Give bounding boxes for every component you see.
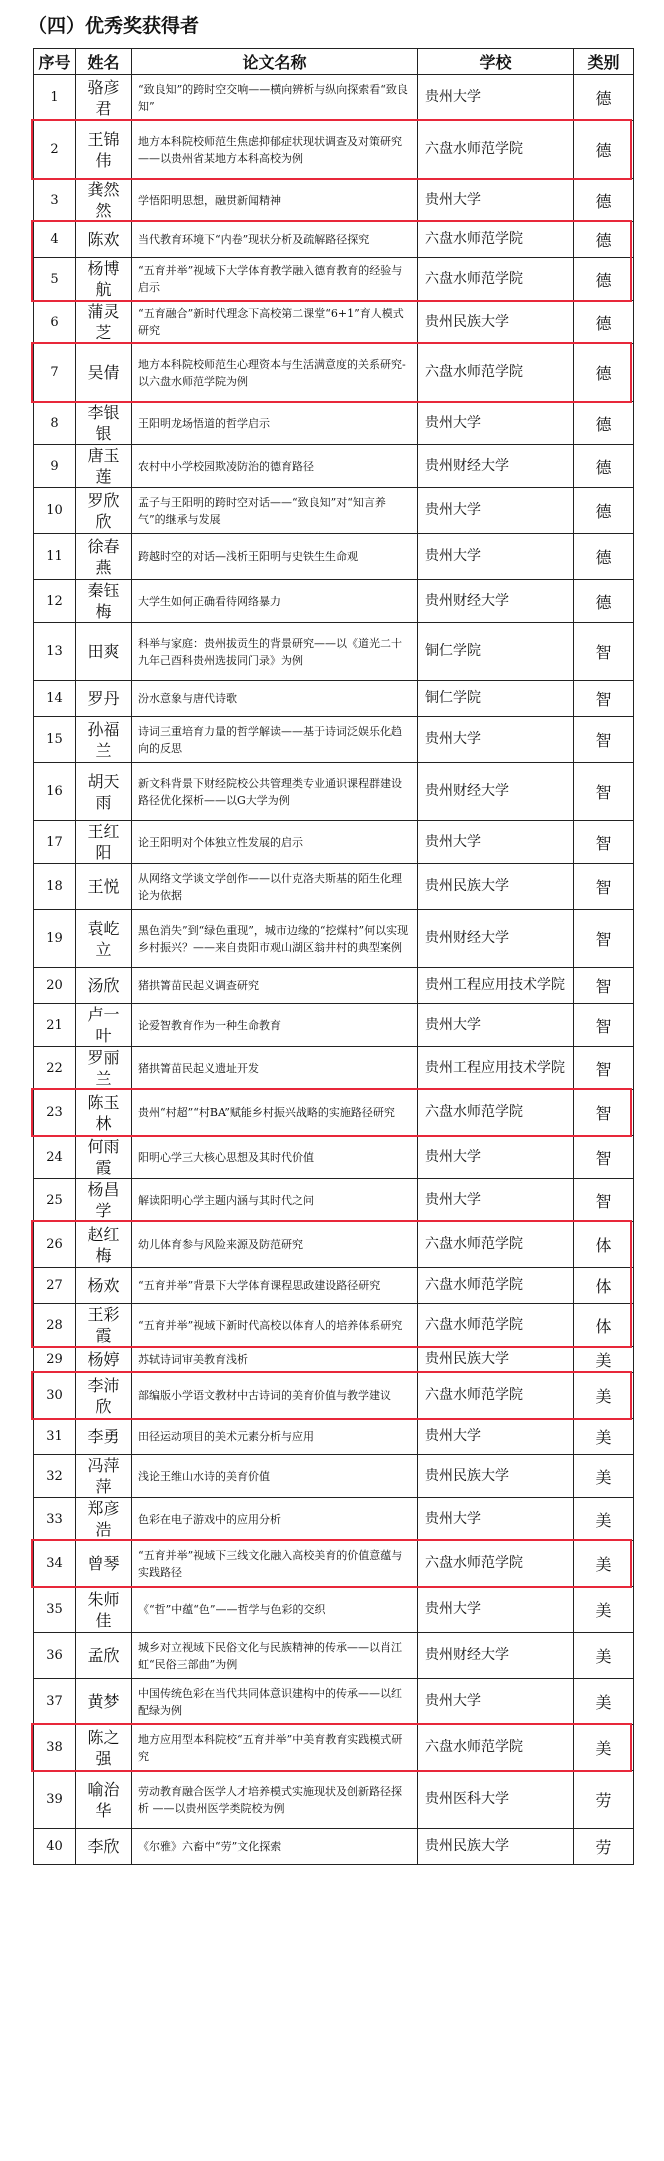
row-category: 德	[574, 580, 634, 623]
table-row	[34, 534, 634, 580]
row-title: 阳明心学三大核心思想及其时代价值	[132, 1136, 418, 1179]
table-row	[34, 1633, 634, 1679]
row-school: 铜仁学院	[418, 623, 574, 681]
row-school: 贵州民族大学	[418, 1347, 574, 1373]
row-index: 19	[34, 910, 76, 968]
section-heading: （四）优秀奖获得者	[28, 15, 200, 37]
row-category: 美	[574, 1455, 634, 1498]
table-row	[34, 301, 634, 344]
row-category: 智	[574, 681, 634, 717]
table-row	[34, 1222, 634, 1268]
table-row	[34, 1829, 634, 1865]
row-name: 陈之强	[76, 1725, 132, 1771]
row-title: 《“哲”中蕴“色”——哲学与色彩的交织	[132, 1587, 418, 1633]
row-school: 贵州大学	[418, 402, 574, 445]
table-row	[34, 1725, 634, 1771]
table-row	[34, 1304, 634, 1347]
row-title: “五育并举”视域下大学体育教学融入德育教育的经验与启示	[132, 258, 418, 301]
table-row	[34, 344, 634, 402]
row-category: 德	[574, 445, 634, 488]
row-name: 胡天雨	[76, 763, 132, 821]
award-table	[33, 48, 634, 1865]
table-row	[34, 1047, 634, 1090]
row-name: 李银银	[76, 402, 132, 445]
row-title: 黑色消失”到“绿色重现”，城市边缘的“挖煤村”何以实现乡村振兴？——来自贵阳市观山湖区翁井村的典型案例	[132, 910, 418, 968]
row-name: 李欣	[76, 1829, 132, 1865]
table-row	[34, 1347, 634, 1373]
row-name: 杨婷	[76, 1347, 132, 1373]
table-row	[34, 968, 634, 1004]
row-name: 王彩霞	[76, 1304, 132, 1347]
row-name: 冯萍萍	[76, 1455, 132, 1498]
row-title: 《尔雅》六畜中“劳”文化探索	[132, 1829, 418, 1865]
row-index: 33	[34, 1498, 76, 1541]
row-title: 色彩在电子游戏中的应用分析	[132, 1498, 418, 1541]
row-category: 智	[574, 821, 634, 864]
row-title: 浅论王维山水诗的美育价值	[132, 1455, 418, 1498]
row-title: 从网络文学谈文学创作——以什克洛夫斯基的陌生化理论为依据	[132, 864, 418, 910]
table-header-row	[34, 49, 634, 75]
row-index: 10	[34, 488, 76, 534]
row-category: 体	[574, 1304, 634, 1347]
row-title: 城乡对立视域下民俗文化与民族精神的传承——以肖江虹“民俗三部曲”为例	[132, 1633, 418, 1679]
row-school: 贵州工程应用技术学院	[418, 1047, 574, 1090]
header-title: 论文名称	[132, 49, 418, 75]
row-school: 六盘水师范学院	[418, 1268, 574, 1304]
row-title: 地方本科院校师范生焦虑抑郁症状现状调查及对策研究——以贵州省某地方本科高校为例	[132, 121, 418, 179]
row-index: 3	[34, 179, 76, 222]
row-school: 贵州大学	[418, 1587, 574, 1633]
row-title: “致良知”的跨时空交响——横向辨析与纵向探索看“致良知”	[132, 75, 418, 121]
row-index: 38	[34, 1725, 76, 1771]
row-title: 苏轼诗词审美教育浅析	[132, 1347, 418, 1373]
table-row	[34, 763, 634, 821]
table-row	[34, 1587, 634, 1633]
row-category: 美	[574, 1498, 634, 1541]
row-index: 18	[34, 864, 76, 910]
row-index: 22	[34, 1047, 76, 1090]
row-index: 31	[34, 1419, 76, 1455]
row-category: 智	[574, 864, 634, 910]
row-index: 28	[34, 1304, 76, 1347]
row-school: 六盘水师范学院	[418, 1725, 574, 1771]
row-title: 跨越时空的对话—浅析王阳明与史铁生生命观	[132, 534, 418, 580]
row-index: 24	[34, 1136, 76, 1179]
row-name: 郑彦浩	[76, 1498, 132, 1541]
row-title: 科举与家庭：贵州拔贡生的背景研究——以《道光二十九年己酉科贵州选拔同门录》为例	[132, 623, 418, 681]
table-row	[34, 1179, 634, 1222]
row-index: 8	[34, 402, 76, 445]
row-school: 贵州大学	[418, 717, 574, 763]
row-index: 13	[34, 623, 76, 681]
row-index: 25	[34, 1179, 76, 1222]
row-index: 27	[34, 1268, 76, 1304]
row-name: 喻治华	[76, 1771, 132, 1829]
row-school: 六盘水师范学院	[418, 344, 574, 402]
row-category: 智	[574, 1179, 634, 1222]
table-row	[34, 402, 634, 445]
table-row	[34, 717, 634, 763]
row-category: 德	[574, 301, 634, 344]
row-index: 34	[34, 1541, 76, 1587]
row-school: 贵州大学	[418, 75, 574, 121]
row-school: 贵州大学	[418, 1136, 574, 1179]
row-school: 六盘水师范学院	[418, 121, 574, 179]
row-name: 龚然然	[76, 179, 132, 222]
row-name: 罗丹	[76, 681, 132, 717]
row-title: 论爱智教育作为一种生命教育	[132, 1004, 418, 1047]
table-row	[34, 1268, 634, 1304]
row-category: 智	[574, 1047, 634, 1090]
table-row	[34, 222, 634, 258]
row-title: 地方应用型本科院校“五育并举”中美育教育实践模式研究	[132, 1725, 418, 1771]
row-index: 7	[34, 344, 76, 402]
row-school: 贵州大学	[418, 1498, 574, 1541]
row-title: 王阳明龙场悟道的哲学启示	[132, 402, 418, 445]
row-school: 贵州大学	[418, 821, 574, 864]
row-title: 农村中小学校园欺凌防治的德育路径	[132, 445, 418, 488]
table-row	[34, 623, 634, 681]
row-name: 朱师佳	[76, 1587, 132, 1633]
row-category: 美	[574, 1679, 634, 1725]
row-category: 德	[574, 488, 634, 534]
row-school: 六盘水师范学院	[418, 258, 574, 301]
row-school: 贵州民族大学	[418, 1455, 574, 1498]
row-name: 秦钰梅	[76, 580, 132, 623]
row-category: 美	[574, 1541, 634, 1587]
row-school: 贵州大学	[418, 1679, 574, 1725]
row-school: 贵州财经大学	[418, 1633, 574, 1679]
row-category: 体	[574, 1222, 634, 1268]
row-name: 蒲灵芝	[76, 301, 132, 344]
row-name: 赵红梅	[76, 1222, 132, 1268]
table-body	[34, 75, 634, 1865]
row-category: 美	[574, 1347, 634, 1373]
row-category: 劳	[574, 1771, 634, 1829]
row-category: 美	[574, 1373, 634, 1419]
table-row	[34, 1090, 634, 1136]
row-title: 当代教育环境下“内卷”现状分析及疏解路径探究	[132, 222, 418, 258]
row-index: 1	[34, 75, 76, 121]
row-index: 39	[34, 1771, 76, 1829]
row-school: 铜仁学院	[418, 681, 574, 717]
row-index: 14	[34, 681, 76, 717]
table-row	[34, 121, 634, 179]
table-row	[34, 258, 634, 301]
row-name: 王锦伟	[76, 121, 132, 179]
table-row	[34, 1498, 634, 1541]
row-index: 40	[34, 1829, 76, 1865]
row-index: 16	[34, 763, 76, 821]
row-index: 36	[34, 1633, 76, 1679]
row-name: 杨欢	[76, 1268, 132, 1304]
row-name: 李沛欣	[76, 1373, 132, 1419]
row-name: 黄梦	[76, 1679, 132, 1725]
row-name: 曾琴	[76, 1541, 132, 1587]
table-row	[34, 864, 634, 910]
row-school: 贵州民族大学	[418, 864, 574, 910]
row-title: 田径运动项目的美术元素分析与应用	[132, 1419, 418, 1455]
row-index: 9	[34, 445, 76, 488]
table-row	[34, 75, 634, 121]
header-school: 学校	[418, 49, 574, 75]
row-name: 田爽	[76, 623, 132, 681]
row-school: 贵州民族大学	[418, 301, 574, 344]
row-category: 德	[574, 344, 634, 402]
row-name: 骆彦君	[76, 75, 132, 121]
row-category: 劳	[574, 1829, 634, 1865]
row-title: 诗词三重培育力量的哲学解读——基于诗词泛娱乐化趋向的反思	[132, 717, 418, 763]
table-row	[34, 1373, 634, 1419]
row-name: 陈欢	[76, 222, 132, 258]
row-name: 陈玉林	[76, 1090, 132, 1136]
row-title: “五育并举”背景下大学体育课程思政建设路径研究	[132, 1268, 418, 1304]
row-school: 贵州财经大学	[418, 580, 574, 623]
row-title: 解读阳明心学主题内涵与其时代之问	[132, 1179, 418, 1222]
row-title: 贵州“村超”“村BA”赋能乡村振兴战略的实施路径研究	[132, 1090, 418, 1136]
row-school: 贵州财经大学	[418, 445, 574, 488]
row-school: 贵州大学	[418, 179, 574, 222]
row-index: 35	[34, 1587, 76, 1633]
row-name: 杨博航	[76, 258, 132, 301]
row-category: 体	[574, 1268, 634, 1304]
table-row	[34, 1541, 634, 1587]
row-title: 猪拱箐苗民起义调查研究	[132, 968, 418, 1004]
table-row	[34, 821, 634, 864]
row-title: 部编版小学语文教材中古诗词的美育价值与教学建议	[132, 1373, 418, 1419]
row-title: 论王阳明对个体独立性发展的启示	[132, 821, 418, 864]
table-row	[34, 179, 634, 222]
row-name: 何雨霞	[76, 1136, 132, 1179]
row-category: 德	[574, 179, 634, 222]
row-index: 4	[34, 222, 76, 258]
row-index: 11	[34, 534, 76, 580]
header-index: 序号	[34, 49, 76, 75]
row-name: 唐玉莲	[76, 445, 132, 488]
row-name: 王悦	[76, 864, 132, 910]
row-title: 大学生如何正确看待网络暴力	[132, 580, 418, 623]
table-row	[34, 580, 634, 623]
row-index: 23	[34, 1090, 76, 1136]
row-title: “五育并举”视域下新时代高校以体育人的培养体系研究	[132, 1304, 418, 1347]
row-title: 猪拱箐苗民起义遗址开发	[132, 1047, 418, 1090]
row-name: 罗丽兰	[76, 1047, 132, 1090]
row-school: 贵州大学	[418, 488, 574, 534]
table-row	[34, 445, 634, 488]
table-row	[34, 1455, 634, 1498]
row-category: 美	[574, 1725, 634, 1771]
row-title: 孟子与王阳明的跨时空对话——“致良知”对“知言养气”的继承与发展	[132, 488, 418, 534]
row-index: 29	[34, 1347, 76, 1373]
row-category: 德	[574, 75, 634, 121]
row-category: 智	[574, 623, 634, 681]
row-school: 贵州财经大学	[418, 763, 574, 821]
row-title: 地方本科院校师范生心理资本与生活满意度的关系研究-以六盘水师范学院为例	[132, 344, 418, 402]
row-name: 李勇	[76, 1419, 132, 1455]
row-title: 汾水意象与唐代诗歌	[132, 681, 418, 717]
table-row	[34, 910, 634, 968]
row-category: 智	[574, 968, 634, 1004]
row-school: 六盘水师范学院	[418, 1304, 574, 1347]
row-school: 贵州医科大学	[418, 1771, 574, 1829]
header-name: 姓名	[76, 49, 132, 75]
row-name: 袁屹立	[76, 910, 132, 968]
row-name: 徐春燕	[76, 534, 132, 580]
row-school: 六盘水师范学院	[418, 1373, 574, 1419]
row-category: 智	[574, 910, 634, 968]
row-category: 美	[574, 1419, 634, 1455]
row-school: 贵州大学	[418, 1004, 574, 1047]
row-index: 6	[34, 301, 76, 344]
row-index: 17	[34, 821, 76, 864]
row-category: 智	[574, 717, 634, 763]
header-category: 类别	[574, 49, 634, 75]
table-row	[34, 1679, 634, 1725]
row-school: 六盘水师范学院	[418, 1090, 574, 1136]
row-category: 德	[574, 402, 634, 445]
row-category: 智	[574, 1004, 634, 1047]
row-name: 卢一叶	[76, 1004, 132, 1047]
row-title: 劳动教育融合医学人才培养模式实施现状及创新路径探析 ——以贵州医学类院校为例	[132, 1771, 418, 1829]
row-school: 六盘水师范学院	[418, 1541, 574, 1587]
row-name: 罗欣欣	[76, 488, 132, 534]
row-title: “五育融合”新时代理念下高校第二课堂“6+1”育人模式研究	[132, 301, 418, 344]
row-title: 学悟阳明思想，融贯新闻精神	[132, 179, 418, 222]
table-row	[34, 1004, 634, 1047]
row-category: 美	[574, 1587, 634, 1633]
table-row	[34, 1419, 634, 1455]
row-index: 2	[34, 121, 76, 179]
row-category: 德	[574, 534, 634, 580]
row-school: 贵州大学	[418, 1179, 574, 1222]
row-category: 智	[574, 1090, 634, 1136]
row-index: 5	[34, 258, 76, 301]
row-school: 贵州民族大学	[418, 1829, 574, 1865]
row-title: “五育并举”视域下三线文化融入高校美育的价值意蕴与实践路径	[132, 1541, 418, 1587]
row-title: 中国传统色彩在当代共同体意识建构中的传承——以红配绿为例	[132, 1679, 418, 1725]
row-name: 吴倩	[76, 344, 132, 402]
table-row	[34, 1771, 634, 1829]
row-title: 新文科背景下财经院校公共管理类专业通识课程群建设路径优化探析——以G大学为例	[132, 763, 418, 821]
table-row	[34, 488, 634, 534]
row-index: 20	[34, 968, 76, 1004]
row-index: 21	[34, 1004, 76, 1047]
row-index: 15	[34, 717, 76, 763]
table-row	[34, 1136, 634, 1179]
row-category: 德	[574, 222, 634, 258]
row-school: 贵州大学	[418, 1419, 574, 1455]
row-category: 德	[574, 258, 634, 301]
row-name: 孟欣	[76, 1633, 132, 1679]
table-row	[34, 681, 634, 717]
row-index: 26	[34, 1222, 76, 1268]
row-school: 六盘水师范学院	[418, 1222, 574, 1268]
row-index: 37	[34, 1679, 76, 1725]
row-name: 汤欣	[76, 968, 132, 1004]
row-category: 美	[574, 1633, 634, 1679]
row-school: 六盘水师范学院	[418, 222, 574, 258]
row-name: 王红阳	[76, 821, 132, 864]
row-school: 贵州大学	[418, 534, 574, 580]
row-name: 杨昌学	[76, 1179, 132, 1222]
row-index: 12	[34, 580, 76, 623]
row-school: 贵州工程应用技术学院	[418, 968, 574, 1004]
row-index: 30	[34, 1373, 76, 1419]
row-name: 孙福兰	[76, 717, 132, 763]
row-category: 德	[574, 121, 634, 179]
row-category: 智	[574, 763, 634, 821]
row-index: 32	[34, 1455, 76, 1498]
row-title: 幼儿体育参与风险来源及防范研究	[132, 1222, 418, 1268]
row-school: 贵州财经大学	[418, 910, 574, 968]
row-category: 智	[574, 1136, 634, 1179]
